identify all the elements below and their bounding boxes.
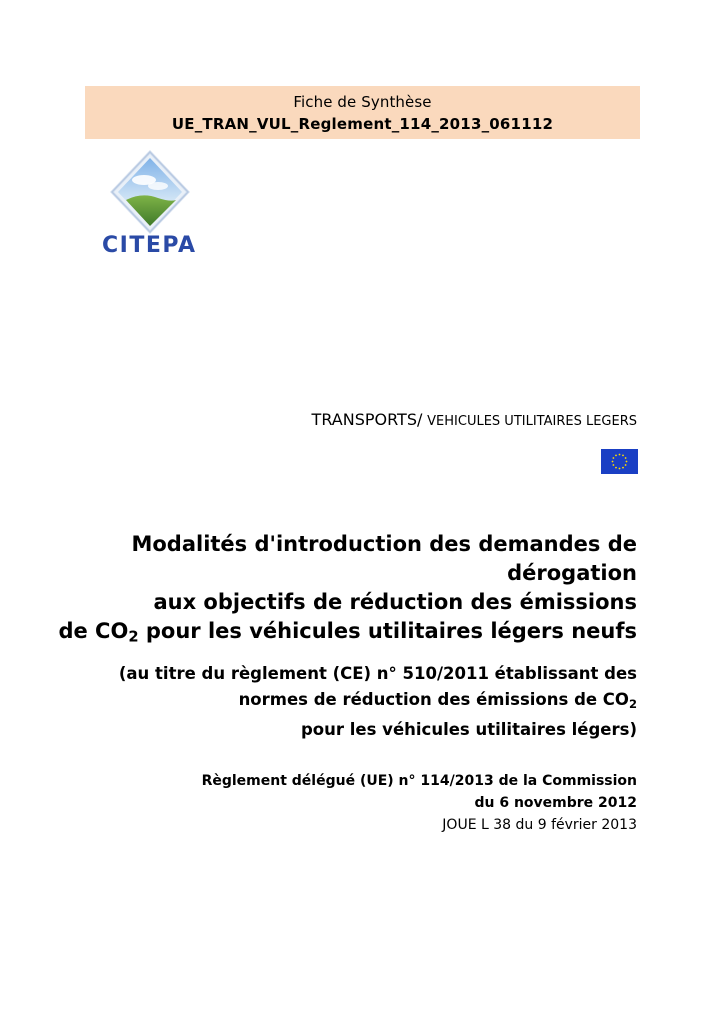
document-type: Fiche de Synthèse <box>293 93 432 111</box>
section-category: TRANSPORTS/ <box>311 410 423 429</box>
subtitle-line-3: pour les véhicules utilitaires légers) <box>301 719 637 739</box>
regulation-date: du 6 novembre 2012 <box>474 795 637 811</box>
document-reference: UE_TRAN_VUL_Reglement_114_2013_061112 <box>171 115 554 133</box>
title-line-3: de $CO_2$ pour les véhicules utilitaires légers neufs <box>58 619 637 646</box>
title-line-1: Modalités d'introduction des demandes de dérogation <box>131 532 637 585</box>
regulation-reference <box>37 770 637 836</box>
subtitle-line-2: normes de réduction des émissions de $CO_2$ <box>238 690 637 711</box>
header-band <box>85 86 640 139</box>
subtitle-line-1: (au titre du règlement (CE) n° 510/2011 établissant des <box>118 664 637 683</box>
regulation-name: Règlement délégué (UE) n° 114/2013 de la Commission <box>201 773 637 789</box>
eu-flag-icon <box>601 449 638 474</box>
title-line-2: aux objectifs de réduction des émissions <box>153 590 637 614</box>
main-title <box>37 530 637 652</box>
section-subcategory: VEHICULES UTILITAIRES LEGERS <box>427 414 637 429</box>
subtitle <box>37 661 637 743</box>
citepa-logo-text: CITEPA <box>102 233 197 258</box>
section-title <box>312 410 637 429</box>
journal-reference: JOUE L 38 du 9 février 2013 <box>442 817 637 833</box>
